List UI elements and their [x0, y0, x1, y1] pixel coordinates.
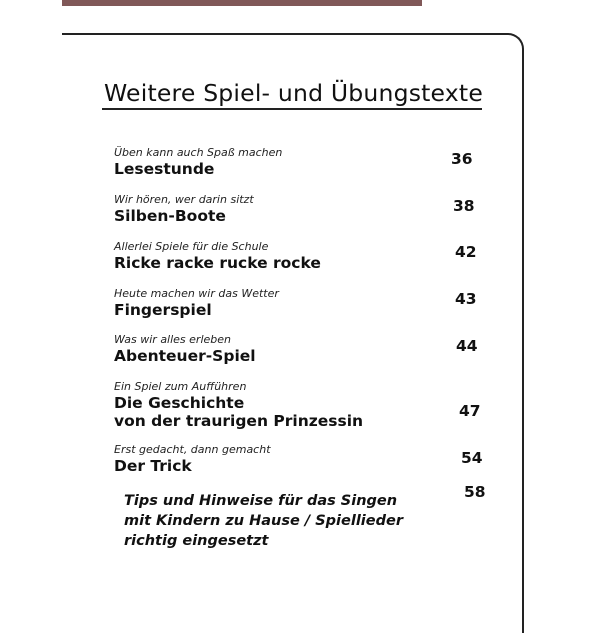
entry-subtitle: Allerlei Spiele für die Schule: [114, 240, 269, 253]
entry-subtitle: Was wir alles erleben: [114, 333, 231, 346]
page-title: Weitere Spiel- und Übungstexte: [104, 79, 483, 107]
title-underline: [102, 108, 482, 110]
entry-page-number: 43: [455, 290, 477, 308]
entry-page-number: 36: [451, 150, 473, 168]
final-entry-page-number: 58: [464, 483, 486, 501]
toc-entry: [114, 333, 494, 365]
entry-page-number: 44: [456, 337, 478, 355]
final-entry-line-3: richtig eingesetzt: [124, 533, 269, 549]
entry-title: Fingerspiel: [114, 301, 212, 319]
entry-subtitle: Ein Spiel zum Aufführen: [114, 380, 247, 393]
toc-entry: [114, 287, 494, 319]
toc-entry: [114, 146, 494, 178]
final-entry-line-1: Tips und Hinweise für das Singen: [124, 493, 398, 509]
entry-subtitle: Heute machen wir das Wetter: [114, 287, 279, 300]
entry-subtitle: Wir hören, wer darin sitzt: [114, 193, 254, 206]
entry-title: Abenteuer-Spiel: [114, 347, 256, 365]
toc-final-entry: [124, 491, 403, 551]
entry-title-line-1: Die Geschichte: [114, 394, 245, 412]
toc-entry: [114, 443, 494, 475]
entry-page-number: 47: [459, 402, 481, 420]
entry-page-number: 42: [455, 243, 477, 261]
page-top-edge: [62, 0, 422, 6]
final-entry-line-2: mit Kindern zu Hause / Spiellieder: [124, 513, 403, 529]
entry-title: Silben-Boote: [114, 207, 226, 225]
toc-entry: [114, 380, 494, 430]
entry-title: Ricke racke rucke rocke: [114, 254, 321, 272]
entry-title-line-2: von der traurigen Prinzessin: [114, 412, 364, 430]
entry-page-number: 38: [453, 197, 475, 215]
entry-title: Lesestunde: [114, 160, 215, 178]
toc-entry: [114, 240, 494, 272]
toc-entry: [114, 193, 494, 225]
entry-subtitle: Erst gedacht, dann gemacht: [114, 443, 271, 456]
heading-block: [104, 78, 483, 108]
entry-title: Der Trick: [114, 457, 192, 475]
entry-subtitle: Üben kann auch Spaß machen: [114, 146, 283, 159]
entry-page-number: 54: [461, 449, 483, 467]
